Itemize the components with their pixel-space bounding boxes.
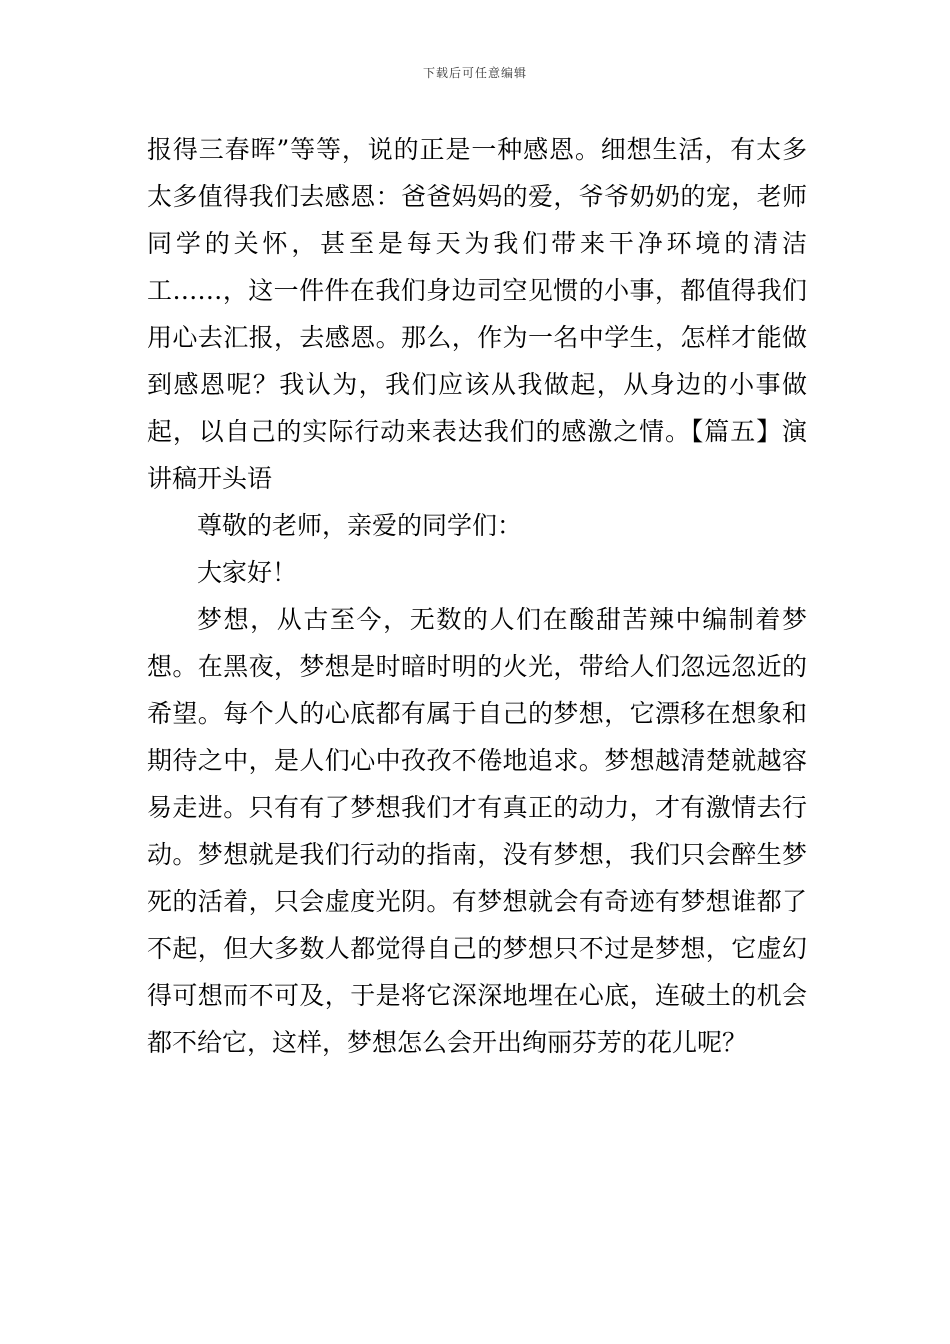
paragraph-gratitude-continuation: 报得三春晖”等等，说的正是一种感恩。细想生活，有太多太多值得我们去感恩：爸爸妈妈的爱，爷爷奶奶的宠，老师同学的关怀，甚至是每天为我们带来干净环境的清洁工……，这一件件在我们身边司空见惯的小事，都值得我们用心去汇报，去感恩。那么，作为一名中学生，怎样才能做到感恩呢？我认为，我们应该从我做起，从身边的小事做起，以自己的实际行动来表达我们的感激之情。【篇五】演讲稿开头语: [147, 135, 807, 493]
document-body: [147, 126, 807, 1066]
paragraph-salutation: 尊敬的老师，亲爱的同学们：: [197, 511, 523, 540]
paragraph-greeting: 大家好！: [197, 558, 298, 587]
header-note: 下载后可任意编辑: [422, 66, 527, 80]
paragraph-dream: 梦想，从古至今，无数的人们在酸甜苦辣中编制着梦想。在黑夜，梦想是时暗时明的火光，带给人们忽远忽近的希望。每个人的心底都有属于自己的梦想，它漂移在想象和期待之中，是人们心中孜孜不倦地追求。梦想越清楚就越容易走进。只有有了梦想我们才有真正的动力，才有激情去行动。梦想就是我们行动的指南，没有梦想，我们只会醉生梦死的活着，只会虚度光阴。有梦想就会有奇迹有梦想谁都了不起，但大多数人都觉得自己的梦想只不过是梦想，它虚幻得可想而不可及，于是将它深深地埋在心底，连破土的机会都不给它，这样，梦想怎么会开出绚丽芬芳的花儿呢？: [147, 605, 807, 1057]
